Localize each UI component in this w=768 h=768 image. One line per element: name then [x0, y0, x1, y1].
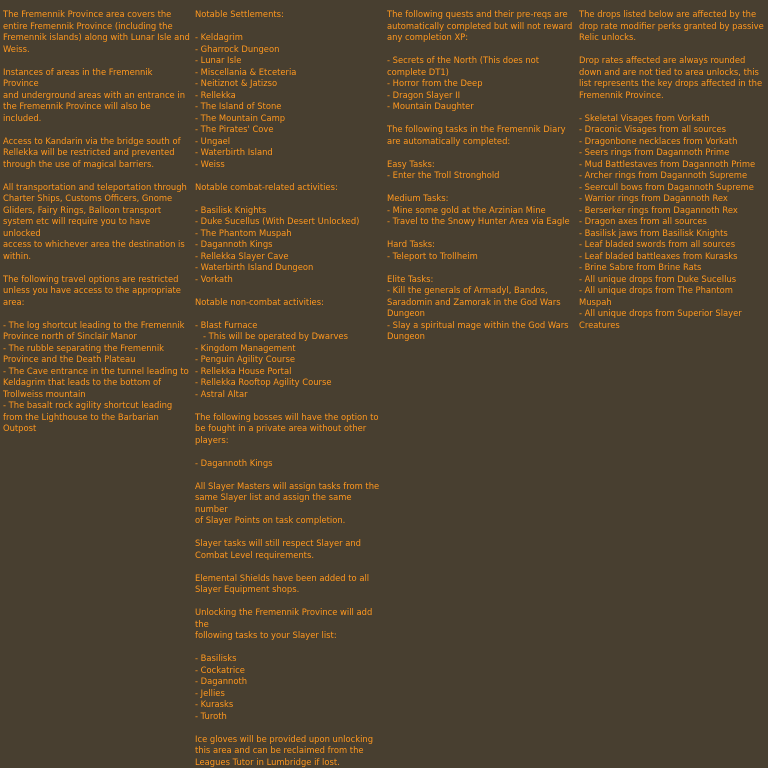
line-spacer [387, 44, 574, 56]
text-line: Notable Settlements: [195, 9, 382, 21]
text-line: - Waterbirth Island [195, 147, 382, 159]
line-spacer [387, 262, 574, 274]
text-line: - All unique drops from Superior Slayer [579, 308, 766, 320]
text-line: - Mountain Daughter [387, 101, 574, 113]
text-line: complete DT1) [387, 67, 574, 79]
text-line: The following tasks in the Fremennik Diary [387, 124, 574, 136]
info-column-1 [3, 9, 190, 435]
text-line: of Slayer Points on task completion. [195, 515, 382, 527]
text-line: The drops listed below are affected by the [579, 9, 766, 21]
text-line: - Jellies [195, 688, 382, 700]
text-line: - Brine Sabre from Brine Rats [579, 262, 766, 274]
text-line: following tasks to your Slayer list: [195, 630, 382, 642]
line-spacer [3, 124, 190, 136]
text-line: - The Mountain Camp [195, 113, 382, 125]
text-line: be fought in a private area without other [195, 423, 382, 435]
text-line: - Ungael [195, 136, 382, 148]
text-line: same Slayer list and assign the same number [195, 492, 382, 515]
text-line: Province north of Sinclair Manor [3, 331, 190, 343]
text-line: - Basilisk jaws from Basilisk Knights [579, 228, 766, 240]
text-line: - Kingdom Management [195, 343, 382, 355]
text-line: list represents the key drops affected in the [579, 78, 766, 90]
text-line: - Miscellania & Etceteria [195, 67, 382, 79]
line-spacer [3, 262, 190, 274]
text-line: - Penguin Agility Course [195, 354, 382, 366]
text-line: - Dragonbone necklaces from Vorkath [579, 136, 766, 148]
text-line: Notable non-combat activities: [195, 297, 382, 309]
text-line: - Warrior rings from Dagannoth Rex [579, 193, 766, 205]
line-spacer [195, 561, 382, 573]
line-spacer [195, 527, 382, 539]
text-line: - Travel to the Snowy Hunter Area via Eagle [387, 216, 574, 228]
text-line: - Mud Battlestaves from Dagannoth Prime [579, 159, 766, 171]
text-line: - Duke Sucellus (With Desert Unlocked) [195, 216, 382, 228]
text-line: - Archer rings from Dagannoth Supreme [579, 170, 766, 182]
line-spacer [195, 469, 382, 481]
line-spacer [3, 308, 190, 320]
text-line: - Neitiznot & Jatizso [195, 78, 382, 90]
text-line: Hard Tasks: [387, 239, 574, 251]
text-line: Keldagrim that leads to the bottom of [3, 377, 190, 389]
text-line: - Dragon Slayer II [387, 90, 574, 102]
text-line: - Horror from the Deep [387, 78, 574, 90]
text-line: players: [195, 435, 382, 447]
text-line: The following travel options are restricted [3, 274, 190, 286]
text-line: Unlocking the Fremennik Province will add the [195, 607, 382, 630]
text-line: through the use of magical barriers. [3, 159, 190, 171]
text-line: Weiss. [3, 44, 190, 56]
line-spacer [3, 55, 190, 67]
text-line: Drop rates affected are always rounded [579, 55, 766, 67]
text-line: - Basilisks [195, 653, 382, 665]
text-line: - All unique drops from The Phantom Muspah [579, 285, 766, 308]
text-line: Gliders, Fairy Rings, Balloon transport [3, 205, 190, 217]
text-line: - The Pirates' Cove [195, 124, 382, 136]
line-spacer [195, 21, 382, 33]
text-line: The following bosses will have the option to [195, 412, 382, 424]
text-line: - Skeletal Visages from Vorkath [579, 113, 766, 125]
text-line: - The rubble separating the Fremennik [3, 343, 190, 355]
text-line: Instances of areas in the Fremennik Province [3, 67, 190, 90]
text-line: unless you have access to the appropriate [3, 285, 190, 297]
text-line: - Rellekka [195, 90, 382, 102]
text-line: Dungeon [387, 331, 574, 343]
text-line: - Rellekka Slayer Cave [195, 251, 382, 263]
text-line: - Enter the Troll Stronghold [387, 170, 574, 182]
text-line: are automatically completed: [387, 136, 574, 148]
text-line: - Kill the generals of Armadyl, Bandos, [387, 285, 574, 297]
text-line: Saradomin and Zamorak in the God Wars [387, 297, 574, 309]
text-line: Access to Kandarin via the bridge south of [3, 136, 190, 148]
text-line: Charter Ships, Customs Officers, Gnome [3, 193, 190, 205]
text-line: - The Island of Stone [195, 101, 382, 113]
line-spacer [195, 170, 382, 182]
text-line: Fremennik islands) along with Lunar Isle and [3, 32, 190, 44]
text-line: - Berserker rings from Dagannoth Rex [579, 205, 766, 217]
text-line: - Waterbirth Island Dungeon [195, 262, 382, 274]
text-line: Creatures [579, 320, 766, 332]
text-line: Combat Level requirements. [195, 550, 382, 562]
text-line: - Draconic Visages from all sources [579, 124, 766, 136]
line-spacer [387, 147, 574, 159]
text-line: - The Cave entrance in the tunnel leading to [3, 366, 190, 378]
text-line: - Cockatrice [195, 665, 382, 677]
text-line: - The log shortcut leading to the Fremennik [3, 320, 190, 332]
text-line: - This will be operated by Dwarves [195, 331, 382, 343]
text-line: within. [3, 251, 190, 263]
text-line: - Gharrock Dungeon [195, 44, 382, 56]
text-line: Province and the Death Plateau [3, 354, 190, 366]
info-column-4 [579, 9, 766, 331]
text-line: drop rate modifier perks granted by passive [579, 21, 766, 33]
text-line: area: [3, 297, 190, 309]
text-line: - Leaf bladed swords from all sources [579, 239, 766, 251]
text-line: - Teleport to Trollheim [387, 251, 574, 263]
text-line: this area and can be reclaimed from the [195, 745, 382, 757]
info-column-3 [387, 9, 574, 343]
text-line: - Astral Altar [195, 389, 382, 401]
line-spacer [195, 642, 382, 654]
text-line: - Mine some gold at the Arzinian Mine [387, 205, 574, 217]
text-line: All Slayer Masters will assign tasks from the [195, 481, 382, 493]
info-column-2 [195, 9, 382, 768]
text-line: Rellekka will be restricted and prevented [3, 147, 190, 159]
text-line: and underground areas with an entrance in [3, 90, 190, 102]
text-line: - Weiss [195, 159, 382, 171]
text-line: down and are not tied to area unlocks, this [579, 67, 766, 79]
text-line: - Basilisk Knights [195, 205, 382, 217]
text-line: Elite Tasks: [387, 274, 574, 286]
text-line: entire Fremennik Province (including the [3, 21, 190, 33]
text-line: automatically completed but will not reward [387, 21, 574, 33]
line-spacer [3, 170, 190, 182]
text-line: - Secrets of the North (This does not [387, 55, 574, 67]
text-line: - Seercull bows from Dagannoth Supreme [579, 182, 766, 194]
text-line: Leagues Tutor in Lumbridge if lost. [195, 757, 382, 768]
text-line: Slayer Equipment shops. [195, 584, 382, 596]
line-spacer [387, 182, 574, 194]
text-line: - Kurasks [195, 699, 382, 711]
text-line: - Slay a spiritual mage within the God Wars [387, 320, 574, 332]
text-line: - Turoth [195, 711, 382, 723]
text-line: Fremennik Province. [579, 90, 766, 102]
text-line: All transportation and teleportation through [3, 182, 190, 194]
text-line: from the Lighthouse to the Barbarian Outpost [3, 412, 190, 435]
text-line: - The Phantom Muspah [195, 228, 382, 240]
text-line: Slayer tasks will still respect Slayer and [195, 538, 382, 550]
text-line: - Leaf bladed battleaxes from Kurasks [579, 251, 766, 263]
text-line: - The basalt rock agility shortcut leading [3, 400, 190, 412]
text-line: The following quests and their pre-reqs are [387, 9, 574, 21]
text-line: Relic unlocks. [579, 32, 766, 44]
text-line: any completion XP: [387, 32, 574, 44]
line-spacer [579, 101, 766, 113]
text-line: The Fremennik Province area covers the [3, 9, 190, 21]
text-line: Elemental Shields have been added to all [195, 573, 382, 585]
line-spacer [579, 44, 766, 56]
text-line: - Vorkath [195, 274, 382, 286]
text-line: system etc will require you to have unlocked [3, 216, 190, 239]
text-line: Easy Tasks: [387, 159, 574, 171]
text-line: - Dragon axes from all sources [579, 216, 766, 228]
line-spacer [195, 596, 382, 608]
text-line: - Keldagrim [195, 32, 382, 44]
line-spacer [195, 193, 382, 205]
text-line: Medium Tasks: [387, 193, 574, 205]
text-line: access to whichever area the destination is [3, 239, 190, 251]
text-line: - Dagannoth Kings [195, 458, 382, 470]
line-spacer [195, 722, 382, 734]
text-line: - Lunar Isle [195, 55, 382, 67]
line-spacer [195, 446, 382, 458]
text-line: Ice gloves will be provided upon unlocking [195, 734, 382, 746]
line-spacer [195, 308, 382, 320]
text-line: the Fremennik Province will also be included. [3, 101, 190, 124]
line-spacer [195, 285, 382, 297]
text-line: - Dagannoth [195, 676, 382, 688]
text-line: - Rellekka House Portal [195, 366, 382, 378]
line-spacer [387, 228, 574, 240]
text-line: - Blast Furnace [195, 320, 382, 332]
text-line: - Seers rings from Dagannoth Prime [579, 147, 766, 159]
text-line: - Dagannoth Kings [195, 239, 382, 251]
text-line: Trollweiss mountain [3, 389, 190, 401]
line-spacer [195, 400, 382, 412]
text-line: Notable combat-related activities: [195, 182, 382, 194]
line-spacer [387, 113, 574, 125]
text-line: - Rellekka Rooftop Agility Course [195, 377, 382, 389]
text-line: Dungeon [387, 308, 574, 320]
text-line: - All unique drops from Duke Sucellus [579, 274, 766, 286]
